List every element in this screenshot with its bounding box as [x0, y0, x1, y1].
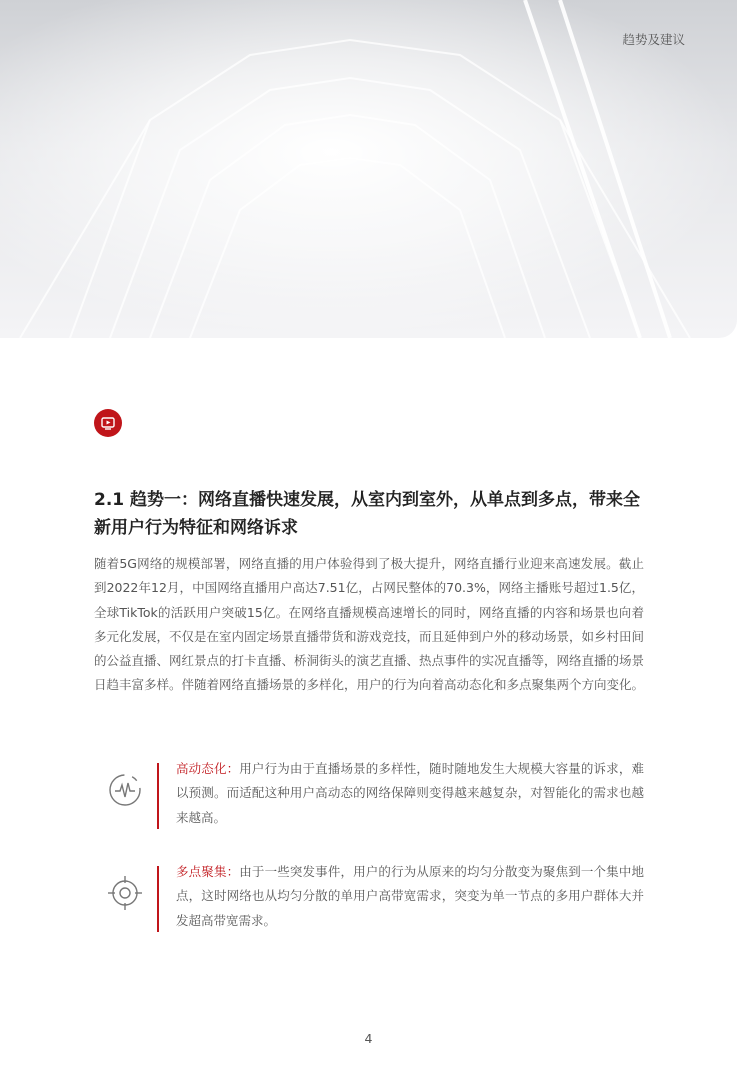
point-high-dynamic — [94, 763, 644, 833]
page-number: 4 — [364, 1031, 373, 1046]
accent-bar — [157, 763, 159, 829]
section-body: 随着5G网络的规模部署，网络直播的用户体验得到了极大提升，网络直播行业迎来高速发展。截止到2022年12月，中国网络直播用户高达7.51亿，占网民整体的70.3%，网络主播账号超过1.5亿，全球TikTok的活跃用户突破15亿。在网络直播规模高速增长的同时，网络直播的内容和场景也向着多元化发展，不仅是在室内固定场景直播带货和游戏竞技，而且延伸到户外的移动场景，如乡村田间的公益直播、网红景点的打卡直播、桥洞街头的演艺直播、热点事件的实况直播等，网络直播的场景日趋丰富多样。伴随着网络直播场景的多样化，用户的行为向着高动态化和多点聚集两个方向变化。 — [94, 556, 645, 693]
point-description: 由于一些突发事件，用户的行为从原来的均匀分散变为聚焦到一个集中地点，这时网络也从均匀分散的单用户高带宽需求，突变为单一节点的多用户群体大并发超高带宽需求。 — [176, 864, 644, 928]
pulse-circle-icon — [106, 771, 144, 809]
section-label: 趋势及建议 — [622, 32, 685, 47]
point-term: 高动态化： — [176, 761, 240, 776]
video-play-icon — [94, 409, 122, 437]
target-icon — [106, 874, 144, 912]
accent-bar — [157, 866, 159, 932]
point-description: 用户行为由于直播场景的多样性，随时随地发生大规模大容量的诉求，难以预测。而适配这种用户高动态的网络保障则变得越来越复杂，对智能化的需求也越来越高。 — [176, 761, 644, 825]
point-text — [176, 757, 644, 830]
corridor-illustration — [0, 0, 737, 338]
section-heading: 2.1 趋势一：网络直播快速发展，从室内到室外，从单点到多点，带来全新用户行为特征和网络诉求 — [94, 490, 641, 538]
point-multi-gather — [94, 866, 644, 936]
point-term: 多点聚集： — [176, 864, 240, 879]
hero-image — [0, 0, 737, 338]
point-text — [176, 860, 644, 933]
